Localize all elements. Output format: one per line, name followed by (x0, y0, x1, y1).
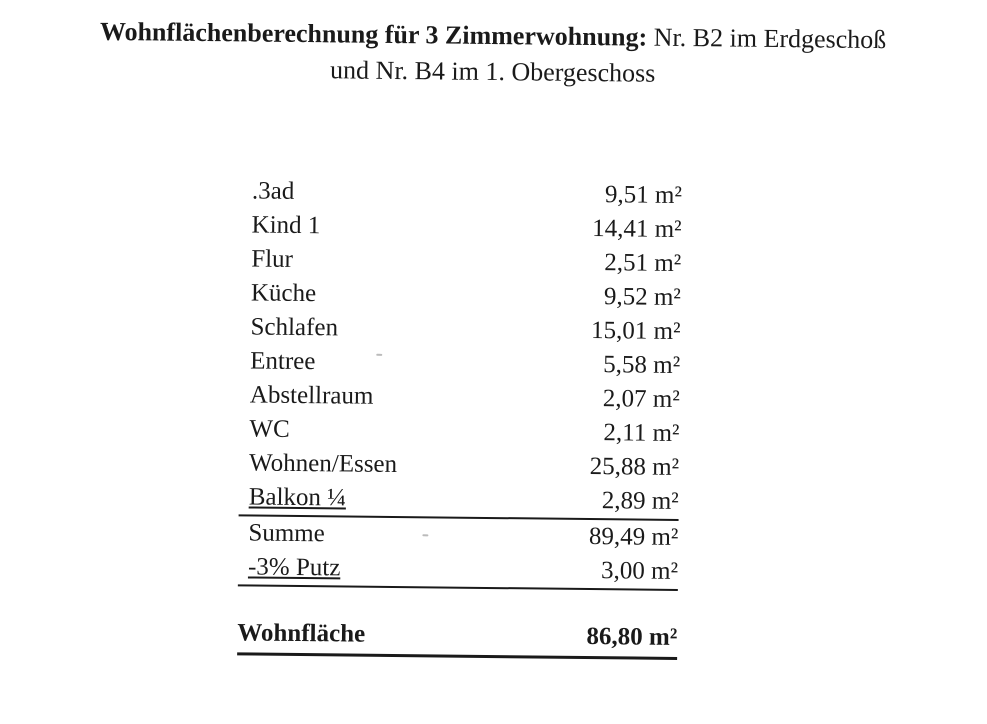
title-normal-part: Nr. B2 im Erdgeschoß (653, 22, 887, 55)
area-table (237, 174, 682, 660)
scan-speck (376, 354, 382, 356)
room-area: 14,41 m² (592, 215, 682, 243)
room-area: 2,89 m² (601, 487, 679, 515)
room-area: 9,52 m² (603, 283, 682, 311)
deduction-row (238, 550, 678, 591)
room-area: 15,01 m² (590, 317, 681, 345)
room-label: Flur (251, 245, 294, 273)
room-area: 2,11 m² (603, 419, 680, 447)
title-bold-part: Wohnflächenberechnung für 3 Zimmerwohnung: (99, 16, 648, 52)
room-area: 5,58 m² (603, 351, 681, 379)
room-label: Abstellraum (249, 381, 374, 410)
room-label: Balkon ¼ (248, 483, 347, 512)
total-label: Wohnfläche (237, 619, 366, 648)
room-row-kueche (241, 276, 681, 315)
total-row (237, 616, 677, 660)
room-row-wohnen-essen (239, 446, 679, 485)
room-row-entree (240, 344, 680, 383)
room-row-wc (239, 412, 679, 451)
sum-label: Summe (248, 519, 325, 548)
room-label: WC (249, 415, 290, 443)
room-row-bad (242, 174, 682, 213)
room-label: Kind 1 (251, 211, 321, 240)
room-label: Schlafen (250, 313, 339, 342)
room-row-flur (241, 242, 681, 281)
room-area: 2,51 m² (604, 249, 682, 277)
room-label: .3ad (251, 177, 295, 205)
room-label: Küche (250, 279, 317, 308)
scan-speck (422, 534, 428, 536)
room-label: Wohnen/Essen (248, 449, 398, 479)
room-row-kind (241, 208, 681, 247)
total-value: 86,80 m² (586, 623, 678, 651)
document-title (0, 13, 987, 95)
sum-row (238, 516, 678, 555)
deduction-value: 3,00 m² (600, 557, 679, 585)
room-area: 25,88 m² (589, 453, 680, 481)
sum-value: 89,49 m² (588, 523, 679, 551)
room-label: Entree (250, 347, 316, 376)
deduction-label: -3% Putz (247, 553, 341, 582)
room-row-schlafen (240, 310, 680, 349)
room-row-balkon (239, 480, 679, 521)
room-area: 2,07 m² (602, 385, 680, 413)
room-area: 9,51 m² (604, 181, 683, 209)
room-row-abstellraum (240, 378, 680, 417)
title-line-2: und Nr. B4 im 1. Obergeschoss (329, 55, 656, 88)
